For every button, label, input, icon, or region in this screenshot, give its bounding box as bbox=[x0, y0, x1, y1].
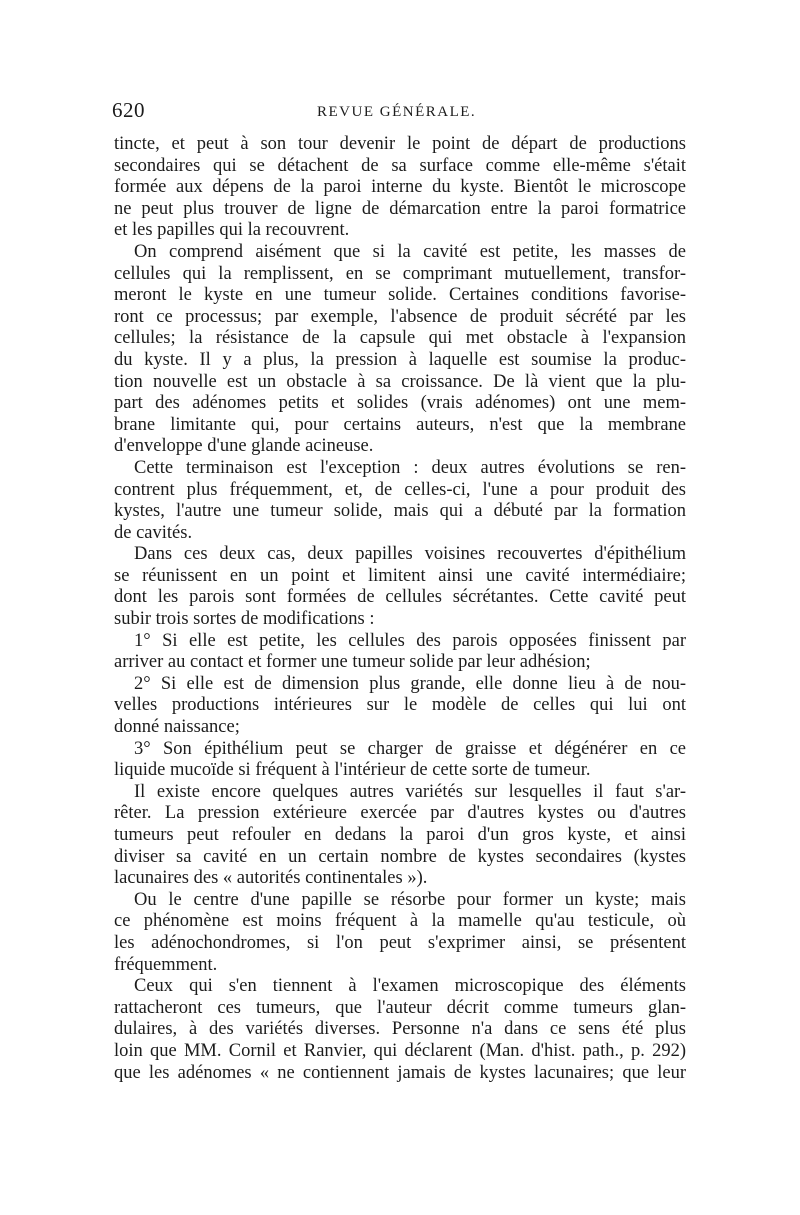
text-line: liquide mucoïde si fréquent à l'intérieur de cette sorte de tumeur. bbox=[114, 760, 591, 781]
text-line: subir trois sortes de modifications : bbox=[114, 609, 375, 630]
text-line: rattacheront ces tumeurs, que l'auteur décrit comme tumeurs glan- bbox=[114, 997, 686, 1018]
text-line: Dans ces deux cas, deux papilles voisines recouvertes d'épithélium bbox=[134, 544, 686, 565]
paragraph-4 bbox=[114, 544, 686, 630]
text-line: dont les parois sont formées de cellules sécrétantes. Cette cavité peut bbox=[114, 587, 686, 608]
body-text bbox=[114, 134, 686, 1084]
text-line: contrent plus fréquemment, et, de celles-ci, l'une a pour produit des bbox=[114, 479, 686, 500]
list-item-2 bbox=[114, 674, 686, 739]
text-line: et les papilles qui la recouvrent. bbox=[114, 220, 350, 241]
text-line: meront le kyste en une tumeur solide. Certaines conditions favorise- bbox=[114, 285, 686, 306]
text-line: velles productions intérieures sur le modèle de celles qui lui ont bbox=[114, 695, 686, 716]
list-item-1 bbox=[114, 631, 686, 674]
text-line: secondaires qui se détachent de sa surface comme elle-même s'était bbox=[114, 155, 686, 176]
text-line: se réunissent en un point et limitent ainsi une cavité intermédiaire; bbox=[114, 565, 686, 586]
text-line: de cavités. bbox=[114, 522, 193, 543]
text-line: rêter. La pression extérieure exercée par d'autres kystes ou d'autres bbox=[114, 803, 686, 824]
text-line: formée aux dépens de la paroi interne du kyste. Bientôt le microscope bbox=[114, 177, 686, 198]
text-line: arriver au contact et former une tumeur solide par leur adhésion; bbox=[114, 652, 591, 673]
text-line: brane limitante qui, pour certains auteurs, n'est que la membrane bbox=[114, 414, 686, 435]
text-line: diviser sa cavité en un certain nombre de kystes secondaires (kystes bbox=[114, 846, 686, 867]
paragraph-7 bbox=[114, 976, 686, 1084]
page-header bbox=[112, 98, 684, 128]
text-line: tumeurs peut refouler en dedans la paroi d'un gros kyste, et ainsi bbox=[114, 825, 686, 845]
text-line: Ou le centre d'une papille se résorbe pour former un kyste; mais bbox=[134, 889, 686, 910]
text-line: Il existe encore quelques autres variétés sur lesquelles il faut s'ar- bbox=[134, 781, 686, 802]
text-line: les adénochondromes, si l'on peut s'exprimer ainsi, se présentent bbox=[114, 932, 686, 953]
text-line: cellules qui la remplissent, en se comprimant mutuellement, transfor- bbox=[114, 263, 686, 284]
paragraph-5 bbox=[114, 782, 686, 890]
text-line: 3° Son épithélium peut se charger de graisse et dégénérer en ce bbox=[134, 738, 686, 759]
text-line: loin que MM. Cornil et Ranvier, qui déclarent (Man. d'hist. path., p. 292) bbox=[114, 1040, 686, 1061]
text-line: lacunaires des « autorités continentales »). bbox=[114, 868, 428, 889]
text-line: Cette terminaison est l'exception : deux autres évolutions se ren- bbox=[134, 457, 686, 478]
text-line: part des adénomes petits et solides (vrais adénomes) ont une mem- bbox=[114, 393, 686, 414]
text-line: 2° Si elle est de dimension plus grande, elle donne lieu à de nou- bbox=[134, 673, 686, 694]
text-line: kystes, l'autre une tumeur solide, mais qui a débuté par la formation bbox=[114, 501, 686, 522]
list-item-3 bbox=[114, 739, 686, 782]
text-line: dulaires, à des variétés diverses. Personne n'a dans ce sens été plus bbox=[114, 1019, 686, 1040]
paragraph-3 bbox=[114, 458, 686, 544]
paragraph-2 bbox=[114, 242, 686, 458]
text-line: On comprend aisément que si la cavité est petite, les masses de bbox=[134, 241, 686, 262]
text-line: donné naissance; bbox=[114, 717, 240, 738]
paragraph-1 bbox=[114, 134, 686, 242]
text-line: que les adénomes « ne contiennent jamais de kystes lacunaires; que leur bbox=[114, 1062, 686, 1083]
text-line: d'enveloppe d'une glande acineuse. bbox=[114, 436, 374, 457]
text-line: ne peut plus trouver de ligne de démarcation entre la paroi formatrice bbox=[114, 198, 686, 219]
text-line: du kyste. Il y a plus, la pression à laquelle est soumise la produc- bbox=[114, 349, 686, 370]
text-line: Ceux qui s'en tiennent à l'examen microscopique des éléments bbox=[134, 976, 686, 997]
text-line: cellules; la résistance de la capsule qui met obstacle à l'expansion bbox=[114, 328, 686, 349]
text-line: fréquemment. bbox=[114, 954, 218, 975]
text-line: ce phénomène est moins fréquent à la mamelle qu'au testicule, où bbox=[114, 911, 686, 932]
text-line: ront ce processus; par exemple, l'absence de produit sécrété par les bbox=[114, 306, 686, 327]
page-number: 620 bbox=[112, 98, 145, 122]
text-line: tincte, et peut à son tour devenir le point de départ de productions bbox=[114, 134, 686, 154]
text-line: tion nouvelle est un obstacle à sa croissance. De là vient que la plu- bbox=[114, 371, 686, 392]
running-title: REVUE GÉNÉRALE. bbox=[317, 104, 477, 120]
paragraph-6 bbox=[114, 890, 686, 976]
text-line: 1° Si elle est petite, les cellules des parois opposées finissent par bbox=[134, 630, 686, 651]
